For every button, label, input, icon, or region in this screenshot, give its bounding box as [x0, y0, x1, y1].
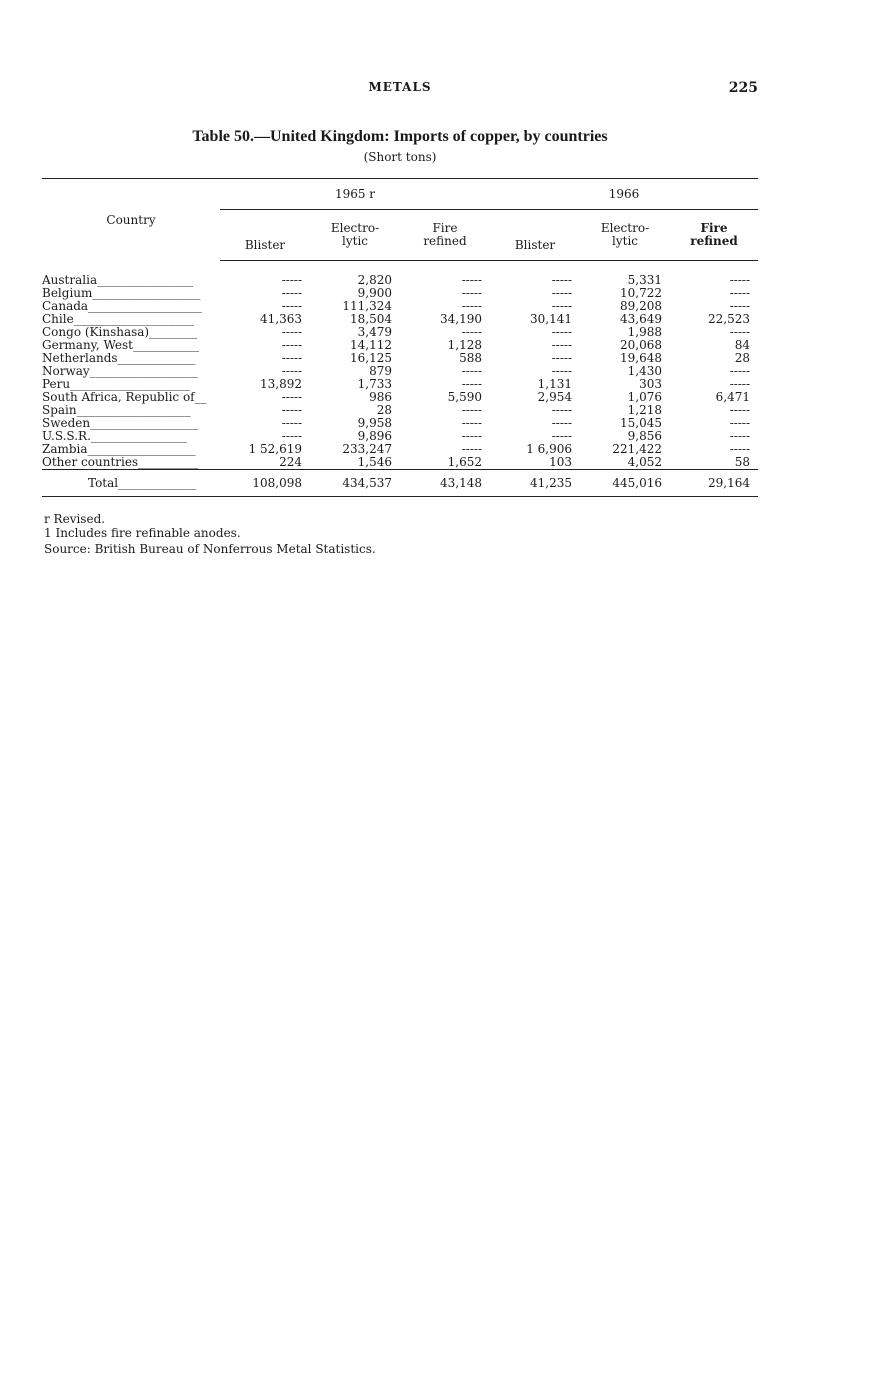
- value-cell: 20,068: [620, 338, 662, 352]
- value-cell: 15,045: [620, 416, 662, 430]
- value-cell: -----: [461, 286, 482, 300]
- country-cell: Chile____________________: [42, 313, 194, 326]
- value-cell: -----: [729, 429, 750, 443]
- value-cell: -----: [461, 416, 482, 430]
- value-cell: -----: [551, 416, 572, 430]
- value-cell: -----: [281, 325, 302, 339]
- section-title: METALS: [368, 80, 432, 94]
- country-cell: Belgium__________________: [42, 287, 201, 300]
- table-row: [42, 456, 758, 470]
- column-header: Electro- lytic: [310, 210, 400, 261]
- value-cell: -----: [281, 364, 302, 378]
- value-cell: 13,892: [260, 377, 302, 391]
- value-cell: -----: [461, 377, 482, 391]
- country-cell: Australia________________: [42, 274, 194, 287]
- value-cell: 2,820: [357, 273, 392, 287]
- value-cell: 28: [376, 403, 392, 417]
- total-row: [42, 470, 758, 497]
- value-cell: 14,112: [350, 338, 392, 352]
- value-cell: 986: [369, 390, 392, 404]
- value-cell: 5,331: [627, 273, 662, 287]
- total-value: 445,016: [580, 470, 670, 497]
- value-cell: 103: [549, 455, 572, 469]
- value-cell: -----: [281, 273, 302, 287]
- value-cell: 3,479: [357, 325, 392, 339]
- column-header: Fire refined: [400, 210, 490, 261]
- value-cell: 9,958: [357, 416, 392, 430]
- value-cell: -----: [729, 273, 750, 287]
- value-cell: -----: [551, 403, 572, 417]
- value-cell: 111,324: [342, 299, 392, 313]
- country-cell: Spain___________________: [42, 404, 191, 417]
- country-cell: Other countries__________: [42, 456, 199, 469]
- value-cell: 1,652: [447, 455, 482, 469]
- value-cell: 41,363: [260, 312, 302, 326]
- value-cell: 879: [369, 364, 392, 378]
- value-cell: 1,076: [627, 390, 662, 404]
- value-cell: -----: [461, 325, 482, 339]
- country-cell: Congo (Kinshasa)________: [42, 326, 198, 339]
- total-value: 434,537: [310, 470, 400, 497]
- value-cell: -----: [729, 403, 750, 417]
- total-value: 43,148: [400, 470, 490, 497]
- total-value: 108,098: [220, 470, 310, 497]
- country-cell: Peru____________________: [42, 378, 191, 391]
- value-cell: 1,733: [357, 377, 392, 391]
- column-header: Blister: [220, 210, 310, 261]
- value-cell: 43,649: [620, 312, 662, 326]
- value-cell: 221,422: [612, 442, 662, 456]
- value-cell: 89,208: [620, 299, 662, 313]
- value-cell: 233,247: [342, 442, 392, 456]
- footnotes: [44, 512, 644, 556]
- year-header-1966: 1966: [490, 179, 758, 210]
- value-cell: -----: [281, 390, 302, 404]
- country-cell: U.S.S.R.________________: [42, 430, 187, 443]
- value-cell: 588: [459, 351, 482, 365]
- value-cell: -----: [551, 351, 572, 365]
- value-cell: 1,988: [627, 325, 662, 339]
- footnote-revised: r Revised.: [44, 512, 106, 526]
- value-cell: -----: [551, 286, 572, 300]
- value-cell: 2,954: [537, 390, 572, 404]
- value-cell: 6,471: [715, 390, 750, 404]
- value-cell: -----: [729, 442, 750, 456]
- value-cell: 1,546: [357, 455, 392, 469]
- value-cell: 4,052: [627, 455, 662, 469]
- value-cell: 9,896: [357, 429, 392, 443]
- value-cell: -----: [551, 299, 572, 313]
- country-cell: Netherlands_____________: [42, 352, 196, 365]
- value-cell: -----: [729, 325, 750, 339]
- source-note: Source: British Bureau of Nonferrous Metal Statistics.: [44, 542, 376, 556]
- country-column-header: Country: [42, 179, 220, 261]
- column-header: Fire refined: [670, 210, 758, 261]
- value-cell: -----: [281, 351, 302, 365]
- value-cell: 5,590: [447, 390, 482, 404]
- value-cell: -----: [461, 429, 482, 443]
- value-cell: 18,504: [350, 312, 392, 326]
- value-cell: 34,190: [440, 312, 482, 326]
- value-cell: -----: [281, 429, 302, 443]
- value-cell: -----: [461, 442, 482, 456]
- value-cell: 1,430: [627, 364, 662, 378]
- value-cell: -----: [281, 299, 302, 313]
- footnote-1: 1 Includes fire refinable anodes.: [44, 526, 241, 540]
- value-cell: 303: [639, 377, 662, 391]
- country-cell: Zambia__________________: [42, 443, 196, 456]
- value-cell: -----: [461, 364, 482, 378]
- value-cell: 9,856: [627, 429, 662, 443]
- value-cell: 28: [734, 351, 750, 365]
- value-cell: -----: [281, 403, 302, 417]
- value-cell: -----: [461, 299, 482, 313]
- value-cell: 1,131: [537, 377, 572, 391]
- value-cell: 19,648: [620, 351, 662, 365]
- total-value: 29,164: [670, 470, 758, 497]
- year-header-1965: 1965 r: [220, 179, 490, 210]
- running-head: [42, 80, 758, 98]
- value-cell: -----: [461, 403, 482, 417]
- value-cell: 1,128: [447, 338, 482, 352]
- value-cell: 22,523: [708, 312, 750, 326]
- value-cell: -----: [551, 338, 572, 352]
- total-value: 41,235: [490, 470, 580, 497]
- table-subtitle: (Short tons): [363, 150, 437, 164]
- value-cell: -----: [551, 364, 572, 378]
- value-cell: 58: [734, 455, 750, 469]
- value-cell: -----: [729, 416, 750, 430]
- value-cell: -----: [281, 338, 302, 352]
- value-cell: -----: [461, 273, 482, 287]
- value-cell: -----: [551, 325, 572, 339]
- value-cell: 1 6,906: [526, 442, 572, 456]
- value-cell: 224: [279, 455, 302, 469]
- value-cell: -----: [281, 416, 302, 430]
- value-cell: -----: [551, 273, 572, 287]
- copper-imports-table: [42, 178, 758, 497]
- country-cell: Sweden__________________: [42, 417, 199, 430]
- value-cell: 1,218: [627, 403, 662, 417]
- country-cell: Germany, West___________: [42, 339, 199, 352]
- value-cell: 84: [734, 338, 750, 352]
- value-cell: 10,722: [620, 286, 662, 300]
- value-cell: 9,900: [357, 286, 392, 300]
- country-cell: South Africa, Republic of__: [42, 391, 207, 404]
- country-cell: Norway__________________: [42, 365, 198, 378]
- value-cell: -----: [281, 286, 302, 300]
- country-cell: Canada___________________: [42, 300, 203, 313]
- value-cell: 16,125: [350, 351, 392, 365]
- value-cell: -----: [729, 286, 750, 300]
- page-number: 225: [728, 80, 758, 96]
- value-cell: -----: [729, 299, 750, 313]
- total-label: Total_____________: [42, 470, 220, 497]
- value-cell: 30,141: [530, 312, 572, 326]
- value-cell: 1 52,619: [248, 442, 302, 456]
- value-cell: -----: [729, 377, 750, 391]
- value-cell: -----: [729, 364, 750, 378]
- column-header: Blister: [490, 210, 580, 261]
- column-header: Electro- lytic: [580, 210, 670, 261]
- value-cell: -----: [551, 429, 572, 443]
- table-title: Table 50.—United Kingdom: Imports of copper, by countries: [192, 128, 608, 145]
